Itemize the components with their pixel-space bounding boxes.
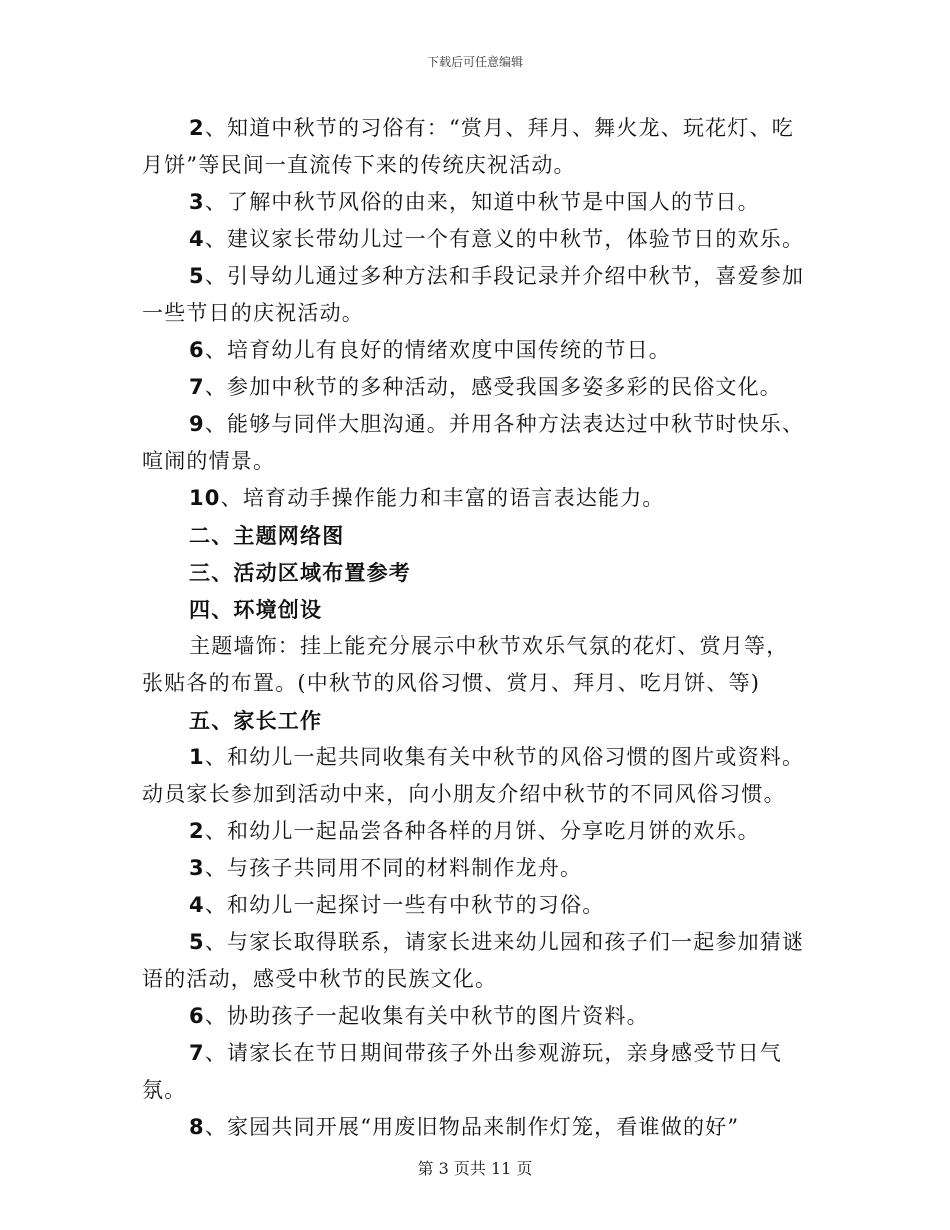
paragraph (142, 184, 810, 221)
paragraph (142, 406, 810, 480)
item-number: 3 (189, 856, 205, 880)
page-footer: 第 3 页共 11 页 (417, 1159, 533, 1178)
paragraph (142, 628, 810, 702)
section-heading (142, 554, 810, 591)
section-heading (142, 702, 810, 739)
paragraph-text: 三、活动区域布置参考 (189, 560, 411, 585)
paragraph-text: 、协助孩子一起收集有关中秋节的图片资料。 (204, 1004, 649, 1028)
paragraph (142, 739, 810, 813)
item-number: 9 (189, 412, 205, 436)
item-number: 2 (189, 116, 205, 140)
paragraph-text: 、请家长在节日期间带孩子外出参观游玩，亲身感受节日气氛。 (142, 1041, 783, 1102)
paragraph-text: 四、环境创设 (189, 597, 323, 622)
item-number: 8 (189, 1115, 205, 1139)
paragraph-text: 、培育幼儿有良好的情绪欢度中国传统的节日。 (204, 338, 672, 362)
paragraph-text: 主题墙饰：挂上能充分展示中秋节欢乐气氛的花灯、赏月等，张贴各的布置。(中秋节的风俗习惯、赏月、拜月、吃月饼、等) (142, 634, 789, 695)
paragraph (142, 221, 810, 258)
item-number: 5 (189, 930, 205, 954)
paragraph (142, 813, 810, 850)
item-number: 7 (189, 375, 205, 399)
paragraph-text: 、建议家长带幼儿过一个有意义的中秋节，体验节日的欢乐。 (204, 227, 805, 251)
item-number: 1 (189, 745, 205, 769)
item-number: 4 (189, 227, 205, 251)
paragraph (142, 850, 810, 887)
document-body (142, 110, 810, 1146)
section-heading (142, 517, 810, 554)
paragraph (142, 998, 810, 1035)
paragraph-text: 、和幼儿一起品尝各种各样的月饼、分享吃月饼的欢乐。 (204, 819, 760, 843)
paragraph (142, 1035, 810, 1109)
paragraph (142, 110, 810, 184)
paragraph (142, 480, 810, 517)
paragraph-text: 五、家长工作 (189, 708, 323, 733)
paragraph-text: 、与孩子共同用不同的材料制作龙舟。 (204, 856, 583, 880)
item-number: 3 (189, 190, 205, 214)
page-header: 下载后可任意编辑 (426, 55, 523, 69)
paragraph-text: 、知道中秋节的习俗有：“赏月、拜月、舞火龙、玩花灯、吃月饼”等民间一直流传下来的传统庆祝活动。 (142, 116, 794, 177)
paragraph-text: 、家园共同开展“用废旧物品来制作灯笼，看谁做的好” (204, 1115, 740, 1139)
item-number: 6 (189, 338, 205, 362)
paragraph (142, 924, 810, 998)
item-number: 10 (189, 486, 221, 510)
paragraph-text: 、引导幼儿通过多种方法和手段记录并介绍中秋节，喜爱参加一些节日的庆祝活动。 (142, 264, 805, 325)
paragraph-text: 、和幼儿一起共同收集有关中秋节的风俗习惯的图片或资料。动员家长参加到活动中来，向小朋友介绍中秋节的不同风俗习惯。 (142, 745, 805, 806)
paragraph (142, 1109, 810, 1146)
paragraph-text: 、和幼儿一起探讨一些有中秋节的习俗。 (204, 893, 605, 917)
paragraph-text: 、参加中秋节的多种活动，感受我国多姿多彩的民俗文化。 (204, 375, 783, 399)
paragraph (142, 887, 810, 924)
item-number: 6 (189, 1004, 205, 1028)
paragraph (142, 369, 810, 406)
paragraph (142, 258, 810, 332)
paragraph-text: 、与家长取得联系，请家长进来幼儿园和孩子们一起参加猜谜语的活动，感受中秋节的民族文化。 (142, 930, 805, 991)
paragraph-text: 二、主题网络图 (189, 523, 345, 548)
paragraph (142, 332, 810, 369)
item-number: 4 (189, 893, 205, 917)
paragraph-text: 、培育动手操作能力和丰富的语言表达能力。 (220, 486, 665, 510)
paragraph-text: 、能够与同伴大胆沟通。并用各种方法表达过中秋节时快乐、喧闹的情景。 (142, 412, 805, 473)
paragraph-text: 、了解中秋节风俗的由来，知道中秋节是中国人的节日。 (204, 190, 760, 214)
section-heading (142, 591, 810, 628)
item-number: 2 (189, 819, 205, 843)
item-number: 7 (189, 1041, 205, 1065)
item-number: 5 (189, 264, 205, 288)
